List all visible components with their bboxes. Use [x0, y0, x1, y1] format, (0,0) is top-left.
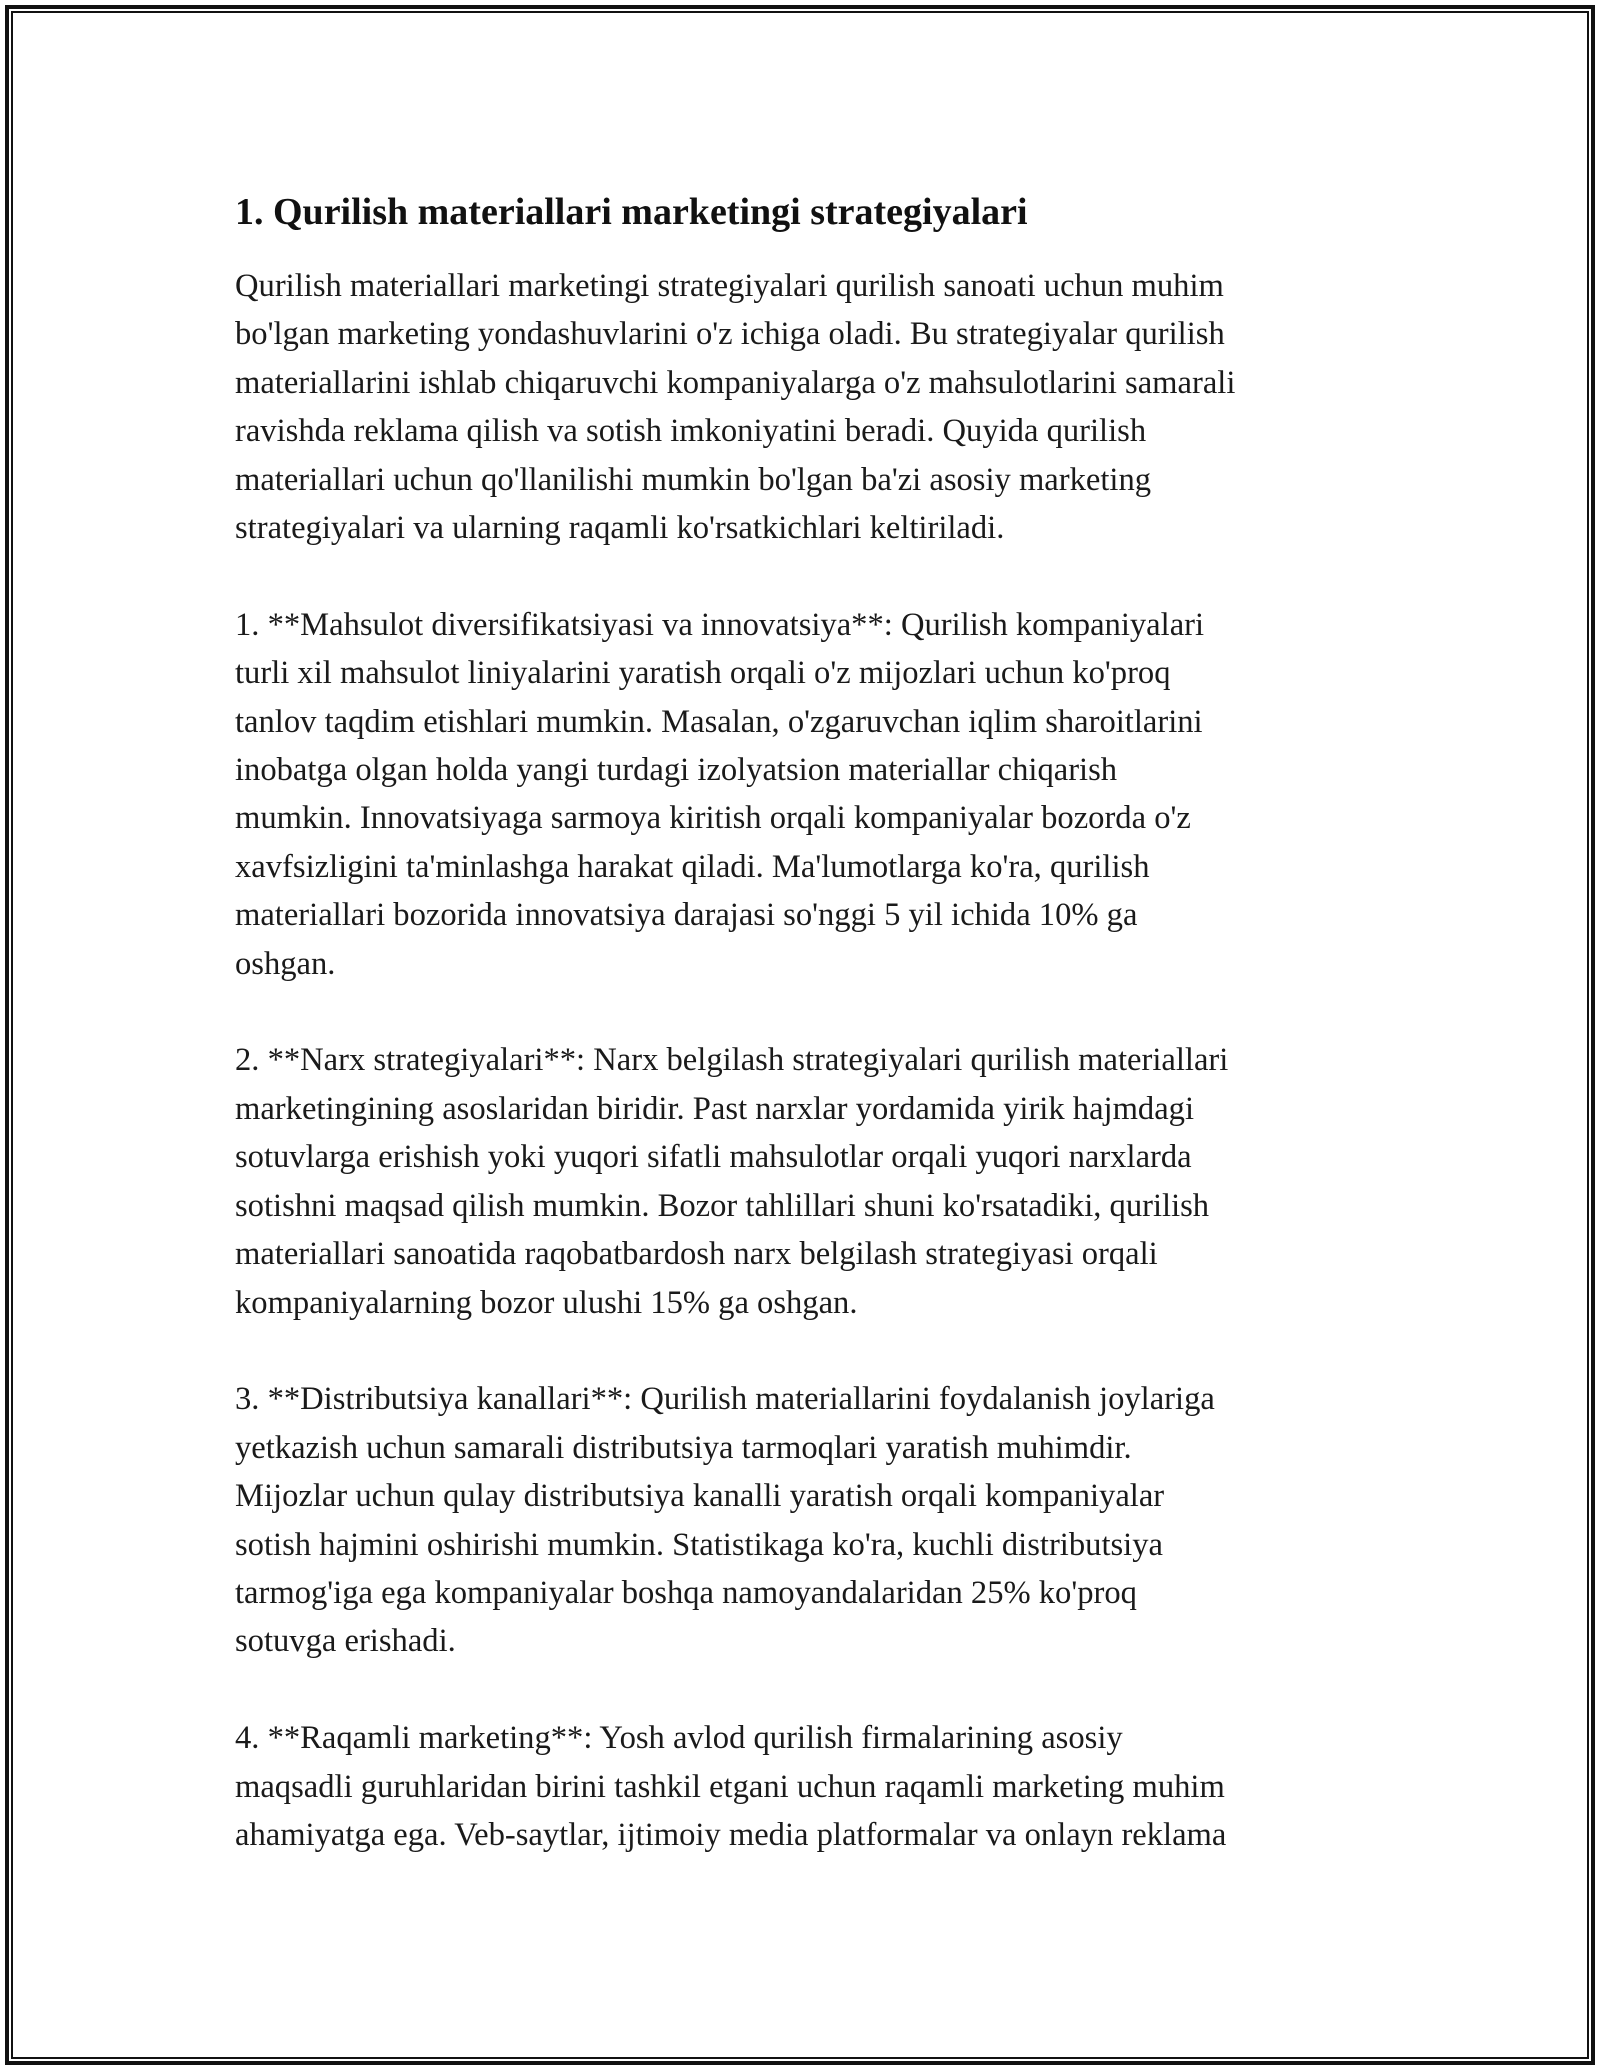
text-line: xavfsizligini ta'minlashga harakat qiladi. Ma'lumotlarga ko'ra, qurilish	[235, 848, 1150, 885]
text-line: sotuvga erishadi.	[235, 1623, 456, 1660]
text-line: oshgan.	[235, 945, 336, 982]
text-line: 4. **Raqamli marketing**: Yosh avlod qurilish firmalarining asosiy	[235, 1720, 1123, 1757]
text-line: materiallarini ishlab chiqaruvchi kompaniyalarga o'z mahsulotlarini samarali	[235, 364, 1236, 401]
text-line: mumkin. Innovatsiyaga sarmoya kiritish orqali kompaniyalar bozorda o'z	[235, 800, 1191, 837]
list-item-distribution-channels	[235, 1375, 1385, 1665]
text-line: sotish hajmini oshirishi mumkin. Statistikaga ko'ra, kuchli distributsiya	[235, 1526, 1163, 1563]
document-body	[235, 188, 1385, 1859]
text-line: maqsadli guruhlaridan birini tashkil etgani uchun raqamli marketing muhim	[235, 1768, 1225, 1805]
text-line: tarmog'iga ega kompaniyalar boshqa namoyandalaridan 25% ko'proq	[235, 1574, 1137, 1611]
text-line: kompaniyalarning bozor ulushi 15% ga oshgan.	[235, 1284, 858, 1321]
text-line: marketingining asoslaridan biridir. Past narxlar yordamida yirik hajmdagi	[235, 1090, 1195, 1127]
text-line: materiallari bozorida innovatsiya darajasi so'nggi 5 yil ichida 10% ga	[235, 897, 1138, 934]
text-line: strategiyalari va ularning raqamli ko'rsatkichlari keltiriladi.	[235, 510, 1005, 547]
section-heading: 1. Qurilish materiallari marketingi strategiyalari	[235, 191, 1028, 233]
text-line: ahamiyatga ega. Veb-saytlar, ijtimoiy media platformalar va onlayn reklama	[235, 1816, 1227, 1853]
text-line: 2. **Narx strategiyalari**: Narx belgilash strategiyalari qurilish materiallari	[235, 1042, 1229, 1079]
list-item-pricing-strategies	[235, 1036, 1385, 1326]
text-line: sotuvlarga erishish yoki yuqori sifatli mahsulotlar orqali yuqori narxlarda	[235, 1139, 1192, 1176]
intro-paragraph	[235, 262, 1385, 552]
text-line: Qurilish materiallari marketingi strategiyalari qurilish sanoati uchun muhim	[235, 268, 1224, 304]
text-line: ravishda reklama qilish va sotish imkoniyatini beradi. Quyida qurilish	[235, 413, 1147, 450]
text-line: sotishni maqsad qilish mumkin. Bozor tahlillari shuni ko'rsatadiki, qurilish	[235, 1187, 1210, 1224]
text-line: materiallari sanoatida raqobatbardosh narx belgilash strategiyasi orqali	[235, 1236, 1158, 1273]
text-line: turli xil mahsulot liniyalarini yaratish orqali o'z mijozlari uchun ko'proq	[235, 655, 1171, 692]
text-line: tanlov taqdim etishlari mumkin. Masalan, o'zgaruvchan iqlim sharoitlarini	[235, 703, 1203, 740]
text-line: materiallari uchun qo'llanilishi mumkin bo'lgan ba'zi asosiy marketing	[235, 461, 1152, 498]
text-line: bo'lgan marketing yondashuvlarini o'z ichiga oladi. Bu strategiyalar qurilish	[235, 316, 1225, 353]
text-line: Mijozlar uchun qulay distributsiya kanalli yaratish orqali kompaniyalar	[235, 1478, 1165, 1515]
text-line: inobatga olgan holda yangi turdagi izolyatsion materiallar chiqarish	[235, 752, 1118, 789]
text-line: 3. **Distributsiya kanallari**: Qurilish materiallarini foydalanish joylariga	[235, 1381, 1215, 1418]
text-line: 1. **Mahsulot diversifikatsiyasi va innovatsiya**: Qurilish kompaniyalari	[235, 606, 1205, 643]
text-line: yetkazish uchun samarali distributsiya tarmoqlari yaratish muhimdir.	[235, 1429, 1132, 1466]
list-item-digital-marketing	[235, 1714, 1385, 1859]
list-item-product-diversification	[235, 601, 1385, 988]
